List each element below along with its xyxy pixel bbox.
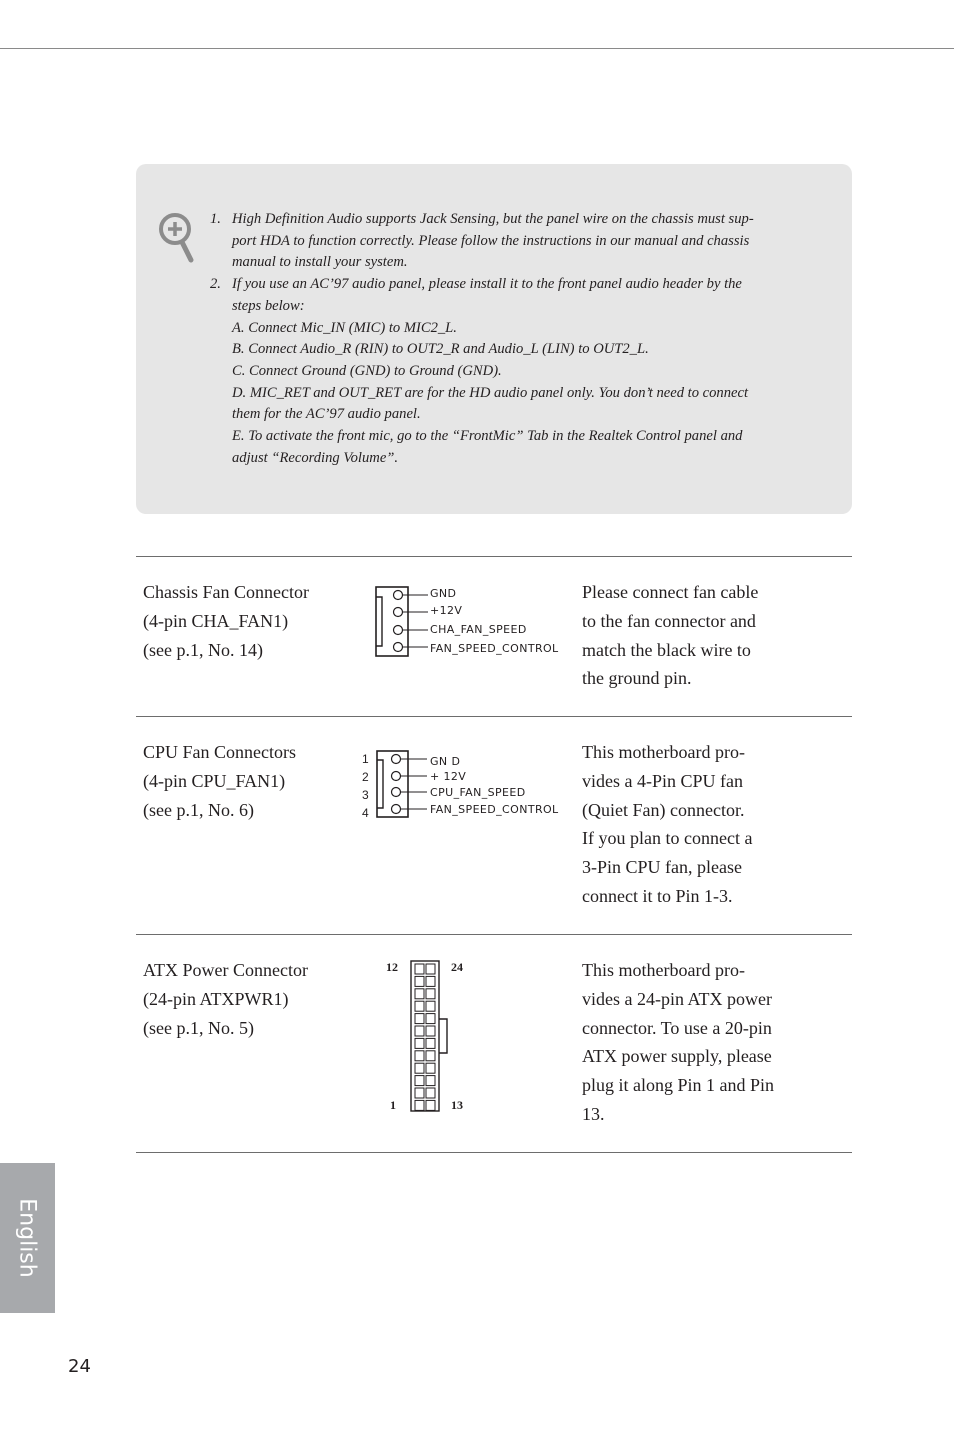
atx-power-label <box>143 956 308 1042</box>
pin-number: 4 <box>362 806 369 820</box>
atx-pin <box>415 1063 424 1073</box>
description-line: (Quiet Fan) connector. <box>582 799 745 820</box>
description-line: connect it to Pin 1-3. <box>582 885 733 906</box>
pin-circle <box>392 805 401 814</box>
description-line: connector. To use a 20-pin <box>582 1017 772 1038</box>
atx-pin <box>415 976 424 986</box>
pin-label: FAN_SPEED_CONTROL <box>430 803 559 816</box>
atx-pin <box>415 1038 424 1048</box>
note-line: C. Connect Ground (GND) to Ground (GND). <box>232 362 502 379</box>
pin-circle <box>394 608 403 617</box>
pin-circle <box>394 643 403 652</box>
description-line: This motherboard pro- <box>582 960 745 980</box>
label-line: CPU Fan Connectors <box>143 742 296 762</box>
note-line: D. MIC_RET and OUT_RET are for the HD audio panel only. You don’t need to connect <box>232 384 749 401</box>
pin-label: FAN_SPEED_CONTROL <box>430 642 559 655</box>
atx-pin <box>415 1001 424 1011</box>
cpu-fan-description <box>582 738 752 911</box>
connector-latch <box>439 1019 447 1053</box>
atx-pin <box>426 1076 435 1086</box>
description-line: ATX power supply, please <box>582 1046 772 1067</box>
note-line: E. To activate the front mic, go to the “FrontMic” Tab in the Realtek Control panel and <box>232 428 743 445</box>
note-line: them for the AC’97 audio panel. <box>232 406 421 423</box>
pin-label: CPU_FAN_SPEED <box>430 786 526 799</box>
pin-circle <box>394 626 403 635</box>
atx-pin <box>426 976 435 986</box>
atx-pin <box>426 1063 435 1073</box>
pin-label: +12V <box>430 604 463 617</box>
language-tab-label: English <box>14 1198 40 1278</box>
table-rule <box>136 716 852 717</box>
chassis-fan-label <box>143 578 309 664</box>
label-line: (see p.1, No. 6) <box>143 799 254 820</box>
description-line: to the fan connector and <box>582 610 756 631</box>
atx-pin <box>426 1038 435 1048</box>
note-line: steps below: <box>232 297 305 314</box>
pin-label: CHA_FAN_SPEED <box>430 623 527 636</box>
description-line: the ground pin. <box>582 668 692 689</box>
pin-circle <box>394 591 403 600</box>
atx-power-diagram <box>380 955 480 1115</box>
label-line: Chassis Fan Connector <box>143 582 309 602</box>
description-line: 3-Pin CPU fan, please <box>582 857 742 878</box>
atx-power-description <box>582 956 774 1129</box>
atx-pin <box>426 1088 435 1098</box>
note-line: High Definition Audio supports Jack Sensing, but the panel wire on the chassis must sup- <box>232 211 754 227</box>
atx-pin <box>415 1026 424 1036</box>
header-rule <box>0 48 954 49</box>
description-line: vides a 24-pin ATX power <box>582 988 772 1009</box>
chassis-fan-description <box>582 578 758 693</box>
pin-label-bottom-right: 13 <box>451 1098 463 1112</box>
pin-label: GND <box>430 587 457 600</box>
description-line: If you plan to connect a <box>582 828 753 849</box>
note-item-number: 1. <box>210 211 221 227</box>
pin-label-bottom-left: 1 <box>390 1098 396 1112</box>
note-item <box>208 274 800 469</box>
description-line: plug it along Pin 1 and Pin <box>582 1075 775 1096</box>
atx-pin <box>415 1051 424 1061</box>
note-line: port HDA to function correctly. Please follow the instructions in our manual and chassis <box>232 232 750 249</box>
pin-number: 1 <box>362 752 369 766</box>
note-item-number: 2. <box>210 276 221 293</box>
atx-pin <box>426 989 435 999</box>
cpu-fan-label <box>143 738 296 824</box>
description-line: Please connect fan cable <box>582 582 759 602</box>
label-line: (see p.1, No. 14) <box>143 639 263 660</box>
table-rule <box>136 556 852 557</box>
label-line: (4-pin CPU_FAN1) <box>143 770 286 791</box>
note-item <box>208 209 800 274</box>
note-line: manual to install your system. <box>232 254 408 271</box>
pin-label-top-right: 24 <box>451 960 463 974</box>
page-number: 24 <box>68 1356 91 1377</box>
note-line: B. Connect Audio_R (RIN) to OUT2_R and Audio_L (LIN) to OUT2_L. <box>232 341 649 358</box>
atx-pin <box>426 1100 435 1110</box>
label-line: (4-pin CHA_FAN1) <box>143 610 289 631</box>
pin-circle <box>392 755 401 764</box>
pin-circle <box>392 788 401 797</box>
label-line: ATX Power Connector <box>143 960 308 980</box>
atx-pin <box>415 989 424 999</box>
description-line: match the black wire to <box>582 639 751 660</box>
note-list <box>208 209 800 469</box>
atx-pin <box>415 964 424 974</box>
atx-pin <box>426 964 435 974</box>
atx-pin <box>415 1088 424 1098</box>
label-line: (24-pin ATXPWR1) <box>143 988 289 1009</box>
note-line: A. Connect Mic_IN (MIC) to MIC2_L. <box>232 319 457 336</box>
atx-pin <box>415 1076 424 1086</box>
label-line: (see p.1, No. 5) <box>143 1017 254 1038</box>
note-line: If you use an AC’97 audio panel, please install it to the front panel audio header by the <box>232 276 742 293</box>
atx-pin <box>415 1014 424 1024</box>
atx-pin <box>426 1026 435 1036</box>
pin-number: 3 <box>362 788 369 802</box>
chassis-fan-diagram <box>370 580 575 664</box>
pin-number: 2 <box>362 770 369 784</box>
table-rule <box>136 1152 852 1153</box>
atx-pin <box>426 1014 435 1024</box>
description-line: vides a 4-Pin CPU fan <box>582 770 743 791</box>
pin-circle <box>392 772 401 781</box>
language-tab <box>0 1163 55 1313</box>
pin-label: GN D <box>430 755 461 768</box>
description-line: 13. <box>582 1103 605 1124</box>
atx-pin <box>426 1001 435 1011</box>
atx-pin <box>415 1100 424 1110</box>
atx-pin <box>426 1051 435 1061</box>
pin-label-top-left: 12 <box>386 960 398 974</box>
cpu-fan-diagram <box>358 746 570 822</box>
table-rule <box>136 934 852 935</box>
magnifier-plus-icon <box>157 211 197 265</box>
note-line: adjust “Recording Volume”. <box>232 449 399 466</box>
description-line: This motherboard pro- <box>582 742 745 762</box>
pin-label: + 12V <box>430 770 467 783</box>
